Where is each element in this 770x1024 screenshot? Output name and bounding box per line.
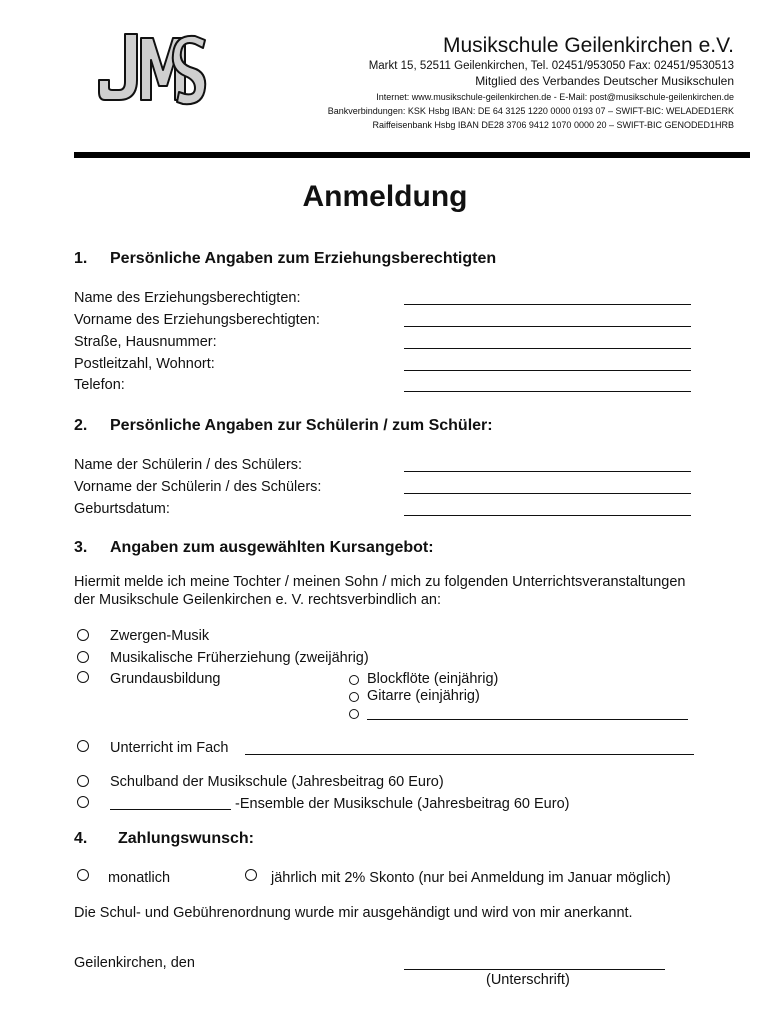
field-label-street: Straße, Hausnummer: — [74, 334, 217, 350]
yearly-radio[interactable] — [245, 869, 257, 881]
unterricht-subject-field[interactable] — [245, 754, 694, 755]
guardian-name-field[interactable] — [404, 304, 691, 305]
field-label-phone: Telefon: — [74, 377, 125, 393]
signature-field[interactable] — [404, 969, 665, 970]
header-divider — [74, 152, 750, 158]
internet-line: Internet: www.musikschule-geilenkirchen.de - E-Mail: post@musikschule-geilenkirchen.de — [376, 92, 734, 102]
student-name-field[interactable] — [404, 471, 691, 472]
grundausbildung-label: Grundausbildung — [110, 671, 221, 687]
guardian-firstname-field[interactable] — [404, 326, 691, 327]
course-intro-line-2: der Musikschule Geilenkirchen e. V. rechtsverbindlich an: — [74, 592, 441, 608]
unterricht-label: Unterricht im Fach — [110, 740, 229, 756]
membership-line: Mitglied des Verbandes Deutscher Musikschulen — [475, 74, 734, 88]
school-address: Markt 15, 52511 Geilenkirchen, Tel. 02451/953050 Fax: 02451/9530513 — [368, 60, 734, 72]
field-label-guardian-firstname: Vorname des Erziehungsberechtigten: — [74, 312, 320, 328]
section3-heading: Angaben zum ausgewählten Kursangebot: — [110, 539, 434, 556]
section4-heading: Zahlungswunsch: — [118, 830, 254, 847]
schulband-radio[interactable] — [77, 775, 89, 787]
section1-number: 1. — [74, 250, 88, 267]
field-label-student-firstname: Vorname der Schülerin / des Schülers: — [74, 479, 322, 495]
grundausbildung-radio[interactable] — [77, 671, 89, 683]
bank-line-2: Raiffeisenbank Hsbg IBAN DE28 3706 9412 1070 0000 20 – SWIFT-BIC GENODED1HRB — [372, 120, 734, 130]
acknowledgement-text: Die Schul- und Gebührenordnung wurde mir ausgehändigt und wird von mir anerkannt. — [74, 905, 633, 921]
section3-number: 3. — [74, 539, 88, 556]
postcode-city-field[interactable] — [404, 370, 691, 371]
section2-heading: Persönliche Angaben zur Schülerin / zum Schüler: — [110, 417, 493, 434]
blockfloete-radio[interactable] — [349, 675, 359, 685]
ensemble-label: -Ensemble der Musikschule (Jahresbeitrag 60 Euro) — [235, 796, 570, 812]
unterricht-radio[interactable] — [77, 740, 89, 752]
ensemble-name-field[interactable] — [110, 809, 231, 810]
school-name: Musikschule Geilenkirchen e.V. — [442, 34, 734, 57]
place-date-label: Geilenkirchen, den — [74, 955, 195, 971]
other-instrument-field[interactable] — [367, 719, 688, 720]
section1-heading: Persönliche Angaben zum Erziehungsberechtigten — [110, 250, 497, 267]
frueherziehung-label: Musikalische Früherziehung (zweijährig) — [110, 650, 369, 666]
birthdate-field[interactable] — [404, 515, 691, 516]
field-label-guardian-name: Name des Erziehungsberechtigten: — [74, 290, 301, 306]
monthly-label: monatlich — [108, 870, 171, 886]
phone-field[interactable] — [404, 391, 691, 392]
blockfloete-label: Blockflöte (einjährig) — [367, 671, 499, 687]
yearly-label: jährlich mit 2% Skonto (nur bei Anmeldung im Januar möglich) — [271, 870, 671, 886]
student-firstname-field[interactable] — [404, 493, 691, 494]
school-logo — [97, 30, 209, 108]
ensemble-radio[interactable] — [77, 796, 89, 808]
gitarre-label: Gitarre (einjährig) — [367, 688, 480, 704]
other-instrument-radio[interactable] — [349, 709, 359, 719]
schulband-label: Schulband der Musikschule (Jahresbeitrag 60 Euro) — [110, 774, 444, 790]
field-label-birthdate: Geburtsdatum: — [74, 501, 170, 517]
zwergen-radio[interactable] — [77, 629, 89, 641]
course-intro-line-1: Hiermit melde ich meine Tochter / meinen Sohn / mich zu folgenden Unterrichtsveranstaltungen — [74, 574, 686, 590]
field-label-postcode-city: Postleitzahl, Wohnort: — [74, 356, 215, 372]
section4-number: 4. — [74, 830, 88, 847]
gitarre-radio[interactable] — [349, 692, 359, 702]
zwergen-label: Zwergen-Musik — [110, 628, 210, 644]
page-title: Anmeldung — [302, 180, 468, 213]
field-label-student-name: Name der Schülerin / des Schülers: — [74, 457, 303, 473]
monthly-radio[interactable] — [77, 869, 89, 881]
section2-number: 2. — [74, 417, 88, 434]
frueherziehung-radio[interactable] — [77, 651, 89, 663]
street-field[interactable] — [404, 348, 691, 349]
signature-label: (Unterschrift) — [486, 972, 570, 988]
bank-line-1: Bankverbindungen: KSK Hsbg IBAN: DE 64 3125 1220 0000 0193 07 – SWIFT-BIC: WELADED1ERK — [327, 106, 734, 116]
